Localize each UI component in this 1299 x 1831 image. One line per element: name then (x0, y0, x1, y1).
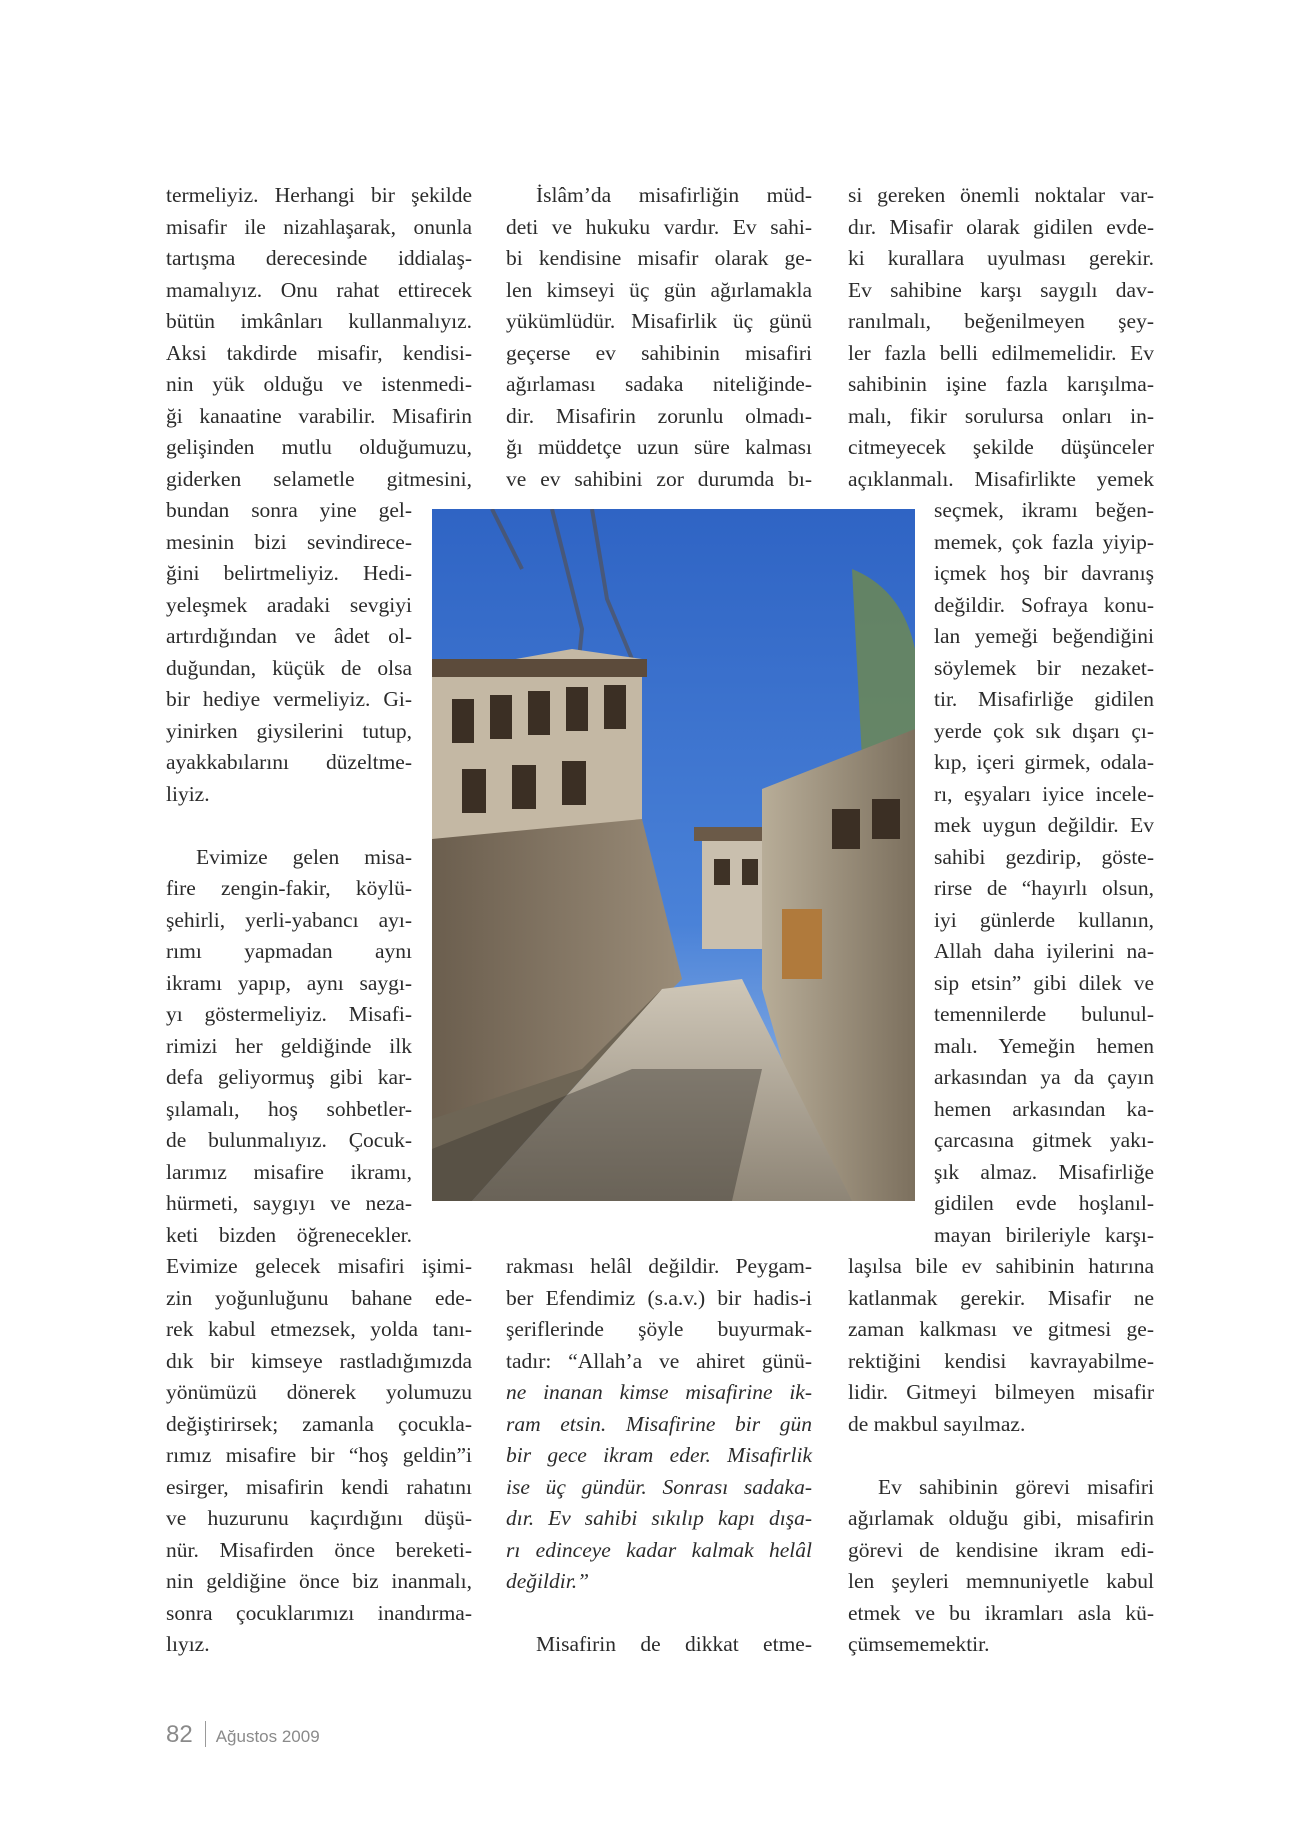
text-line: dir. Misafirin zorunlu olmadı- (506, 403, 812, 428)
text-line: nin geldiğine önce biz inanmalı, (166, 1569, 472, 1593)
text-line: Aksi takdirde misafir, kendisi- (166, 340, 472, 365)
text-line: artırdığından ve âdet ol- (166, 624, 412, 648)
text-line: bir hediye vermeliyiz. Gi- (166, 687, 412, 711)
quote-line: ram etsin. Misafirine bir gün (506, 1411, 812, 1436)
text-line: mesinin bizi sevindirece- (166, 529, 412, 554)
text-line: si gereken önemli noktalar var- (848, 183, 1154, 207)
quote-line: bir gece ikram eder. Misafirlik (506, 1443, 812, 1467)
text-line: yinirken giysilerini tutup, (166, 718, 412, 743)
text-line: ki kurallara uyulması gerekir. (848, 246, 1154, 270)
text-line: larımız misafire ikramı, (166, 1159, 412, 1184)
text-line: Ev sahibine karşı saygılı dav- (848, 277, 1154, 302)
text-line: lan yemeği beğendiğini (934, 624, 1154, 648)
text-line: söylemek bir nezaket- (934, 655, 1154, 680)
text-line: nin yük olduğu ve istenmedi- (166, 372, 472, 396)
text-line: hürmeti, saygıyı ve neza- (166, 1191, 412, 1215)
text-line: rimizi her geldiğinde ilk (166, 1033, 412, 1058)
quote-line: ise üç gündür. Sonrası sadaka- (506, 1474, 812, 1499)
text-line: şehirli, yerli-yabancı ayı- (166, 907, 412, 932)
text-line: rı, eşyaları iyice incele- (934, 781, 1154, 806)
text-line: yerde çok sık dışarı çı- (934, 718, 1154, 743)
text-line: fire zengin-fakir, köylü- (166, 876, 412, 900)
text-line: dır. Misafir olarak gidilen evde- (848, 214, 1154, 239)
quote-line: değildir.” (506, 1569, 590, 1593)
text-line: açıklanmalı. Misafirlikte yemek (848, 466, 1154, 491)
text-line: görevi de kendisine ikram edi- (848, 1537, 1154, 1562)
text-line: bütün imkânları kullanmalıyız. (166, 309, 472, 333)
text-line: arkasından ya da çayın (934, 1065, 1154, 1089)
quote-line: dır. Ev sahibi sıkılıp kapı dışa- (506, 1506, 812, 1530)
text-line: citmeyecek şekilde düşünceler (848, 435, 1154, 459)
text-line: malı. Yemeğin hemen (934, 1033, 1154, 1058)
text-line: ranılmalı, beğenilmeyen şey- (848, 309, 1154, 333)
text-line: gidilen evde hoşlanıl- (934, 1191, 1154, 1215)
text-line: ğı müddetçe uzun süre kalması (506, 435, 812, 459)
text-line: lıyız. (166, 1632, 210, 1656)
text-line: mek uygun değildir. Ev (934, 813, 1154, 837)
page-footer (166, 1721, 320, 1749)
text-line: yükümlüdür. Misafirlik üç günü (506, 309, 812, 333)
text-line: yeleşmek aradaki sevgiyi (166, 592, 412, 617)
text-line: ler fazla belli edilmemelidir. Ev (848, 340, 1154, 365)
text-line: yönümüzü dönerek yolumuzu (166, 1380, 472, 1404)
text-line: lidir. Gitmeyi bilmeyen misafir (848, 1380, 1154, 1404)
text-line: mamalıyız. Onu rahat ettirecek (166, 277, 472, 302)
text-line: değiştirirsek; zamanla çocukla- (166, 1411, 472, 1436)
text-line: tir. Misafirliğe gidilen (934, 687, 1154, 711)
quote-line: ne inanan kimse misafirine ik- (506, 1380, 812, 1404)
text-line: seçmek, ikramı beğen- (934, 498, 1154, 522)
text-line: misafir ile nizahlaşarak, onunla (166, 214, 472, 239)
text-line: tartışma derecesinde iddialaş- (166, 246, 472, 270)
text-line: ağırlamak olduğu gibi, misafirin (848, 1506, 1154, 1530)
text-line: sahibi gezdirip, göste- (934, 844, 1154, 869)
text-line: laşılsa bile ev sahibinin hatırına (848, 1254, 1154, 1278)
quote-line: rı edinceye kadar kalmak helâl (506, 1537, 812, 1562)
text-line: tadır: “Allah’a ve ahiret günü- (506, 1348, 812, 1373)
text-line: çarcasına gitmek yakı- (934, 1128, 1154, 1152)
text-line: sonra çocuklarımızı inandırma- (166, 1600, 472, 1625)
text-line: liyiz. (166, 781, 210, 806)
text-line: rek kabul etmezsek, yolda tanı- (166, 1317, 472, 1341)
text-line: şeriflerinde şöyle buyurmak- (506, 1317, 812, 1341)
text-line: duğundan, küçük de olsa (166, 655, 412, 680)
text-line: gelişinden mutlu olduğumuzu, (166, 435, 472, 459)
text-line: iyi günlerde kullanın, (934, 907, 1154, 932)
text-line: rektiğini kendisi kavrayabilme- (848, 1348, 1154, 1373)
text-line: Misafirin de dikkat etme- (536, 1632, 812, 1656)
text-line: memek, çok fazla yiyip- (934, 529, 1154, 554)
text-line: Evimize gelen misa- (196, 844, 412, 869)
text-line: içmek hoş bir davranış (934, 561, 1154, 585)
text-line: rakması helâl değildir. Peygam- (506, 1254, 812, 1278)
text-line: Evimize gelecek misafiri işimi- (166, 1254, 472, 1278)
text-line: temennilerde bulunul- (934, 1002, 1154, 1026)
text-line: mayan birileriyle karşı- (934, 1222, 1154, 1247)
text-line: esirger, misafirin kendi rahatını (166, 1474, 472, 1499)
text-line: İslâm’da misafirliğin müd- (536, 183, 812, 207)
text-line: nür. Misafirden önce bereketi- (166, 1537, 472, 1562)
text-line: ber Efendimiz (s.a.v.) bir hadis-i (506, 1285, 812, 1310)
text-line: len kimseyi üç gün ağırlamakla (506, 277, 812, 302)
text-line: Allah daha iyilerini na- (934, 939, 1154, 963)
text-line: bundan sonra yine gel- (166, 498, 412, 522)
text-line: rımız misafire bir “hoş geldin”i (166, 1443, 472, 1467)
text-line: sip etsin” gibi dilek ve (934, 970, 1154, 995)
text-line: de makbul sayılmaz. (848, 1411, 1026, 1436)
text-line: dık bir kimseye rastladığımızda (166, 1348, 472, 1373)
text-line: defa geliyormuş gibi kar- (166, 1065, 412, 1089)
text-line: termeliyiz. Herhangi bir şekilde (166, 183, 472, 207)
text-line: ği kanaatine varabilir. Misafirin (166, 403, 472, 428)
text-line: len şeyleri memnuniyetle kabul (848, 1569, 1154, 1593)
text-line: ağırlaması sadaka niteliğinde- (506, 372, 812, 396)
text-line: ve huzurunu kaçırdığını düşü- (166, 1506, 472, 1530)
text-line: katlanmak gerekir. Misafir ne (848, 1285, 1154, 1310)
text-line: giderken selametle gitmesini, (166, 466, 472, 491)
text-line: keti bizden öğrenecekler. (166, 1222, 412, 1247)
text-line: rirse de “hayırlı olsun, (934, 876, 1154, 900)
text-line: çümsememektir. (848, 1632, 990, 1656)
text-line: şılamalı, hoş sohbetler- (166, 1096, 412, 1121)
text-line: deti ve hukuku vardır. Ev sahi- (506, 214, 812, 239)
text-line: zaman kalkması ve gitmesi ge- (848, 1317, 1154, 1341)
text-line: Ev sahibinin görevi misafiri (878, 1474, 1154, 1499)
page-number: 82 (166, 1721, 193, 1748)
text-line: ve ev sahibini zor durumda bı- (506, 466, 812, 491)
issue-date: Ağustos 2009 (215, 1727, 320, 1746)
footer-divider (205, 1721, 206, 1747)
text-line: yı göstermeliyiz. Misafi- (166, 1002, 412, 1026)
text-line: ğini belirtmeliyiz. Hedi- (166, 561, 412, 585)
text-line: geçerse ev sahibinin misafiri (506, 340, 812, 365)
text-line: bi kendisine misafir olarak ge- (506, 246, 812, 270)
text-line: ayakkabılarını düzeltme- (166, 750, 412, 774)
text-line: malı, fikir sorulursa onları in- (848, 403, 1154, 428)
text-line: rımı yapmadan aynı (166, 939, 412, 963)
street-photo (432, 509, 915, 1201)
text-line: sahibinin işine fazla karışılma- (848, 372, 1154, 396)
text-line: de bulunmalıyız. Çocuk- (166, 1128, 412, 1152)
text-line: ikramı yapıp, aynı saygı- (166, 970, 412, 995)
text-line: zin yoğunluğunu bahane ede- (166, 1285, 472, 1310)
text-line: kıp, içeri girmek, odala- (934, 750, 1154, 774)
text-line: şık almaz. Misafirliğe (934, 1159, 1154, 1184)
text-line: hemen arkasından ka- (934, 1096, 1154, 1121)
text-line: değildir. Sofraya konu- (934, 592, 1154, 617)
text-line: etmek ve bu ikramları asla kü- (848, 1600, 1154, 1625)
